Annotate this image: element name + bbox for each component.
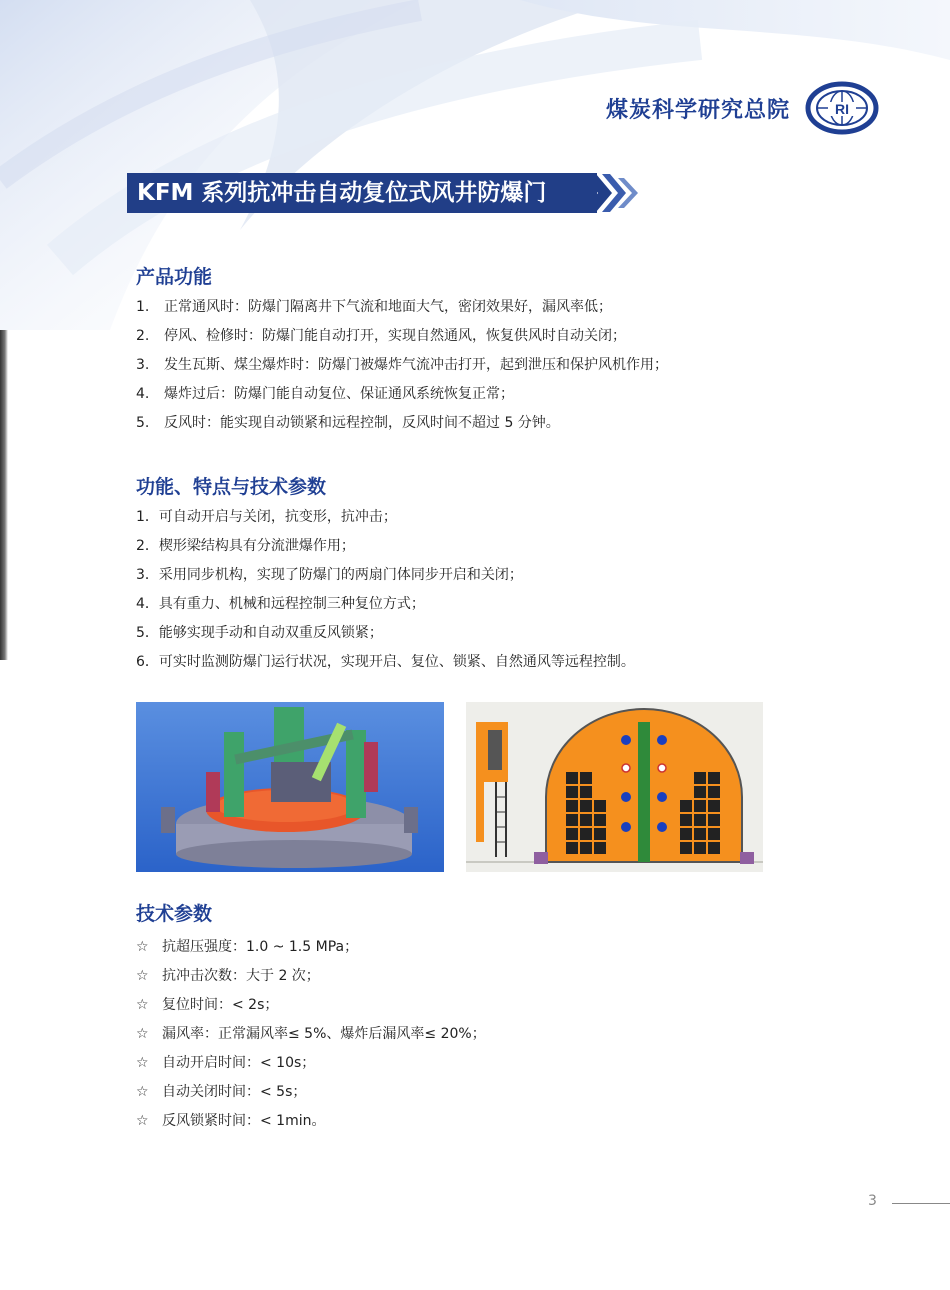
star-icon: ☆ (136, 997, 149, 1013)
list-item: 4．具有重力、机械和远程控制三种复位方式； (136, 596, 425, 612)
list-item: 5．能够实现手动和自动双重反风锁紧； (136, 625, 383, 641)
star-icon: ☆ (136, 1084, 149, 1100)
star-icon: ☆ (136, 939, 149, 955)
product-function-heading: 产品功能 (136, 266, 213, 288)
list-item: 1．可自动开启与关闭，抗变形，抗冲击； (136, 509, 397, 525)
list-item: 2. 停风、检修时：防爆门能自动打开，实现自然通风，恢复供风时自动关闭； (136, 328, 626, 344)
chevron-arrows-icon (582, 170, 640, 216)
list-item: 3．采用同步机构，实现了防爆门的两扇门体同步开启和关闭； (136, 567, 523, 583)
brand-name: 煤炭科学研究总院 (605, 97, 790, 123)
star-icon: ☆ (136, 1055, 149, 1071)
list-item: 5. 反风时：能实现自动锁紧和远程控制，反风时间不超过 5 分钟。 (136, 415, 560, 431)
product-function-list (136, 293, 668, 438)
list-item: ☆ 反风锁紧时间：< 1min。 (136, 1107, 486, 1136)
logo-text: RI (835, 101, 849, 117)
features-list (136, 503, 635, 677)
list-item: ☆ 自动关闭时间：< 5s； (136, 1078, 486, 1107)
page-number: 3 (868, 1193, 877, 1209)
tech-params-heading: 技术参数 (136, 903, 213, 925)
list-item: ☆ 复位时间：< 2s； (136, 991, 486, 1020)
door-elevation-drawing-image (466, 702, 763, 872)
star-icon: ☆ (136, 1113, 149, 1129)
brand-header (606, 80, 880, 136)
list-item: ☆ 自动开启时间：< 10s； (136, 1049, 486, 1078)
star-icon: ☆ (136, 1026, 149, 1042)
page-number-rule (892, 1203, 950, 1204)
star-icon: ☆ (136, 968, 149, 984)
features-heading: 功能、特点与技术参数 (136, 476, 327, 498)
list-item: ☆ 漏风率：正常漏风率≤ 5%、爆炸后漏风率≤ 20%； (136, 1020, 486, 1049)
list-item: 4. 爆炸过后：防爆门能自动复位、保证通风系统恢复正常； (136, 386, 514, 402)
list-item: 1. 正常通风时：防爆门隔离井下气流和地面大气，密闭效果好，漏风率低； (136, 299, 612, 315)
tech-params-list (136, 933, 486, 1136)
list-item: ☆ 抗超压强度：1.0 ~ 1.5 MPa； (136, 933, 486, 962)
page-title: KFM 系列抗冲击自动复位式风井防爆门 (127, 173, 597, 213)
door-3d-render-image (136, 702, 444, 872)
institute-logo-icon (804, 80, 880, 136)
list-item: 6．可实时监测防爆门运行状况，实现开启、复位、锁紧、自然通风等远程控制。 (136, 654, 635, 670)
list-item: ☆ 抗冲击次数：大于 2 次； (136, 962, 486, 991)
list-item: 2．楔形梁结构具有分流泄爆作用； (136, 538, 355, 554)
list-item: 3. 发生瓦斯、煤尘爆炸时：防爆门被爆炸气流冲击打开，起到泄压和保护风机作用； (136, 357, 668, 373)
